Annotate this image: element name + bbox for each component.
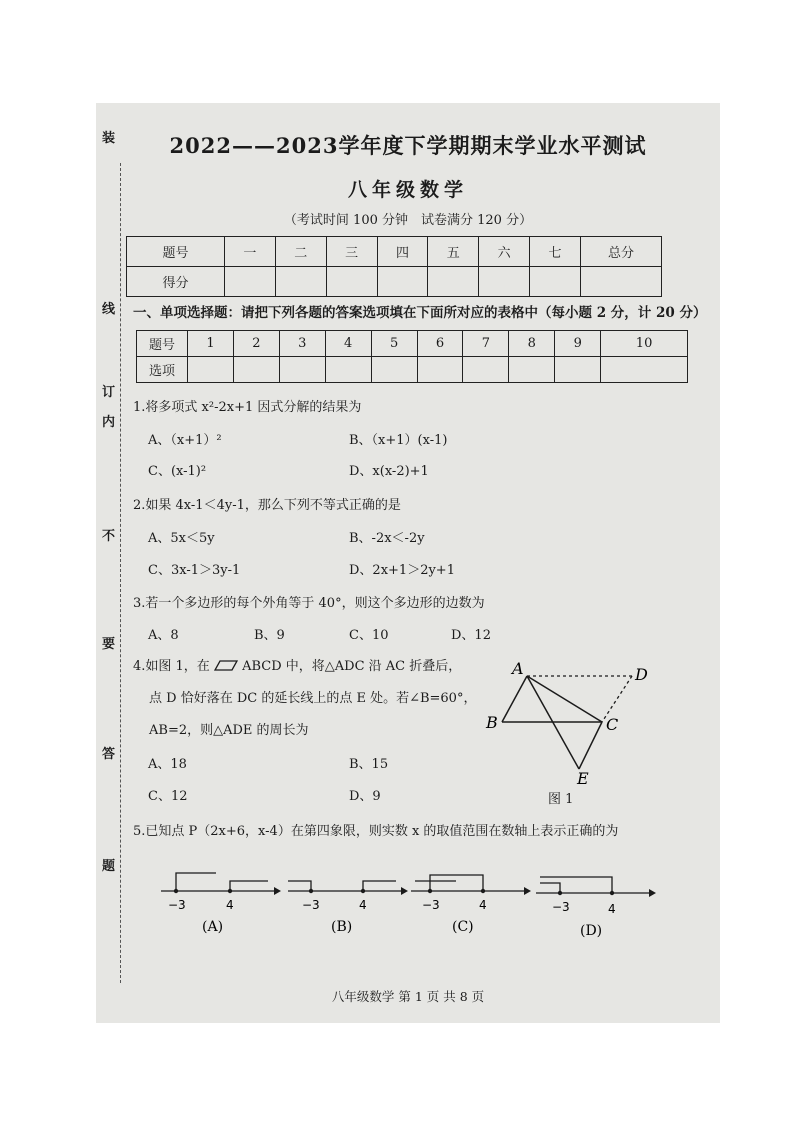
score-cell[interactable] — [377, 267, 428, 297]
tick-label: 4 — [608, 902, 616, 916]
answer-table — [136, 330, 688, 383]
answer-number-cell: 2 — [233, 331, 279, 357]
table-row — [127, 267, 662, 297]
tick-label: −3 — [552, 900, 570, 914]
exam-subject: 八年级数学 — [347, 179, 468, 201]
binding-dash-line — [120, 163, 121, 983]
answer-number-cell: 4 — [325, 331, 371, 357]
answer-number-cell: 8 — [509, 331, 555, 357]
section1-heading: 一、单项选择题：请把下列各题的答案选项填在下面所对应的表格中（每小题 2 分，计 20 分） — [133, 305, 707, 321]
option-label: (A) — [202, 919, 224, 935]
point-label: A — [512, 659, 524, 678]
q2-option-c: C、3x-1＞3y-1 — [148, 563, 241, 578]
answer-cell[interactable] — [463, 357, 509, 383]
answer-cell[interactable] — [233, 357, 279, 383]
score-header-cell: 六 — [479, 237, 530, 267]
exam-meta: （考试时间 100 分钟 试卷满分 120 分） — [283, 213, 533, 228]
margin-char: 装 — [102, 131, 116, 146]
q3-option-b: B、9 — [254, 628, 285, 643]
answer-cell[interactable] — [188, 357, 234, 383]
score-header-cell: 题号 — [127, 237, 225, 267]
q2-option-a: A、5x＜5y — [148, 531, 215, 546]
table-row — [137, 331, 688, 357]
binding-margin — [96, 103, 126, 1023]
score-table — [126, 236, 662, 297]
answer-cell[interactable] — [325, 357, 371, 383]
answer-cell[interactable] — [555, 357, 601, 383]
score-cell[interactable] — [275, 267, 326, 297]
q2-option-d: D、2x+1＞2y+1 — [349, 563, 455, 578]
answer-number-cell: 10 — [601, 331, 688, 357]
tick-label: 4 — [479, 898, 487, 912]
margin-char: 答 — [102, 747, 116, 762]
q3-stem: 3.若一个多边形的每个外角等于 40°，则这个多边形的边数为 — [133, 596, 485, 611]
q1-option-a: A、（x+1）² — [148, 433, 222, 448]
answer-number-cell: 7 — [463, 331, 509, 357]
answer-number-cell: 5 — [371, 331, 417, 357]
answer-header-label: 题号 — [137, 331, 188, 357]
q4-prefix: 4.如图 1，在 — [133, 659, 210, 674]
q3-option-c: C、10 — [349, 628, 389, 643]
score-header-cell: 七 — [530, 237, 581, 267]
q4-line1-rest: ABCD 中，将△ADC 沿 AC 折叠后， — [242, 659, 462, 674]
answer-cell[interactable] — [601, 357, 688, 383]
option-label: (C) — [452, 919, 474, 935]
answer-number-cell: 9 — [555, 331, 601, 357]
score-header-cell: 四 — [377, 237, 428, 267]
point-label: E — [577, 769, 589, 788]
q3-option-d: D、12 — [451, 628, 491, 643]
point-label: C — [606, 715, 619, 734]
score-header-cell: 二 — [275, 237, 326, 267]
answer-cell[interactable] — [417, 357, 463, 383]
score-row-label: 得分 — [127, 267, 225, 297]
answer-number-cell: 1 — [188, 331, 234, 357]
score-cell[interactable] — [326, 267, 377, 297]
score-cell[interactable] — [225, 267, 276, 297]
answer-number-cell: 6 — [417, 331, 463, 357]
q3-option-a: A、8 — [148, 628, 179, 643]
score-header-cell: 三 — [326, 237, 377, 267]
margin-char: 内 — [102, 415, 116, 430]
q4-option-d: D、9 — [349, 789, 381, 804]
answer-cell[interactable] — [279, 357, 325, 383]
q1-option-d: D、x(x-2)+1 — [349, 464, 429, 479]
answer-row-label: 选项 — [137, 357, 188, 383]
q4-line2: 点 D 恰好落在 DC 的延长线上的点 E 处。若∠B=60°， — [149, 691, 477, 706]
exam-title: 2022——2023学年度下学期期末学业水平测试 — [169, 133, 647, 158]
q4-option-a: A、18 — [148, 757, 187, 772]
option-label: (B) — [331, 919, 353, 935]
tick-label: 4 — [359, 898, 367, 912]
score-header-cell: 五 — [428, 237, 479, 267]
score-cell[interactable] — [581, 267, 662, 297]
margin-char: 订 — [102, 385, 116, 400]
answer-cell[interactable] — [371, 357, 417, 383]
point-label: D — [635, 665, 648, 684]
q2-stem: 2.如果 4x-1＜4y-1，那么下列不等式正确的是 — [133, 498, 401, 513]
q5-stem: 5.已知点 P（2x+6，x-4）在第四象限，则实数 x 的取值范围在数轴上表示正确的为 — [133, 824, 619, 839]
answer-number-cell: 3 — [279, 331, 325, 357]
tick-label: −3 — [168, 898, 186, 912]
q1-option-c: C、(x-1)² — [148, 464, 207, 479]
tick-label: −3 — [422, 898, 440, 912]
score-cell[interactable] — [479, 267, 530, 297]
margin-char: 题 — [102, 859, 116, 874]
tick-label: 4 — [226, 898, 234, 912]
option-label: (D) — [580, 923, 603, 939]
margin-char: 不 — [102, 529, 116, 544]
score-header-cell: 一 — [225, 237, 276, 267]
q2-option-b: B、-2x＜-2y — [349, 531, 425, 546]
q4-line3: AB=2，则△ADE 的周长为 — [149, 723, 309, 738]
number-line-options — [156, 863, 666, 943]
parallelogram-icon — [214, 660, 238, 671]
table-row — [127, 237, 662, 267]
figure-1-caption: 图 1 — [548, 792, 574, 807]
q1-option-b: B、（x+1）(x-1) — [349, 433, 448, 448]
score-cell[interactable] — [428, 267, 479, 297]
q4-option-b: B、15 — [349, 757, 389, 772]
q4-option-c: C、12 — [148, 789, 188, 804]
answer-cell[interactable] — [509, 357, 555, 383]
point-label: B — [486, 713, 498, 732]
table-row — [137, 357, 688, 383]
tick-label: −3 — [302, 898, 320, 912]
score-header-cell: 总分 — [581, 237, 662, 267]
exam-sheet — [96, 103, 720, 1023]
q1-stem: 1.将多项式 x²-2x+1 因式分解的结果为 — [133, 400, 362, 415]
margin-char: 要 — [102, 637, 116, 652]
figure-1-diagram — [482, 659, 652, 789]
page-footer: 八年级数学 第 1 页 共 8 页 — [331, 989, 485, 1004]
q4-line1 — [133, 655, 461, 674]
score-cell[interactable] — [530, 267, 581, 297]
margin-char: 线 — [102, 302, 116, 317]
